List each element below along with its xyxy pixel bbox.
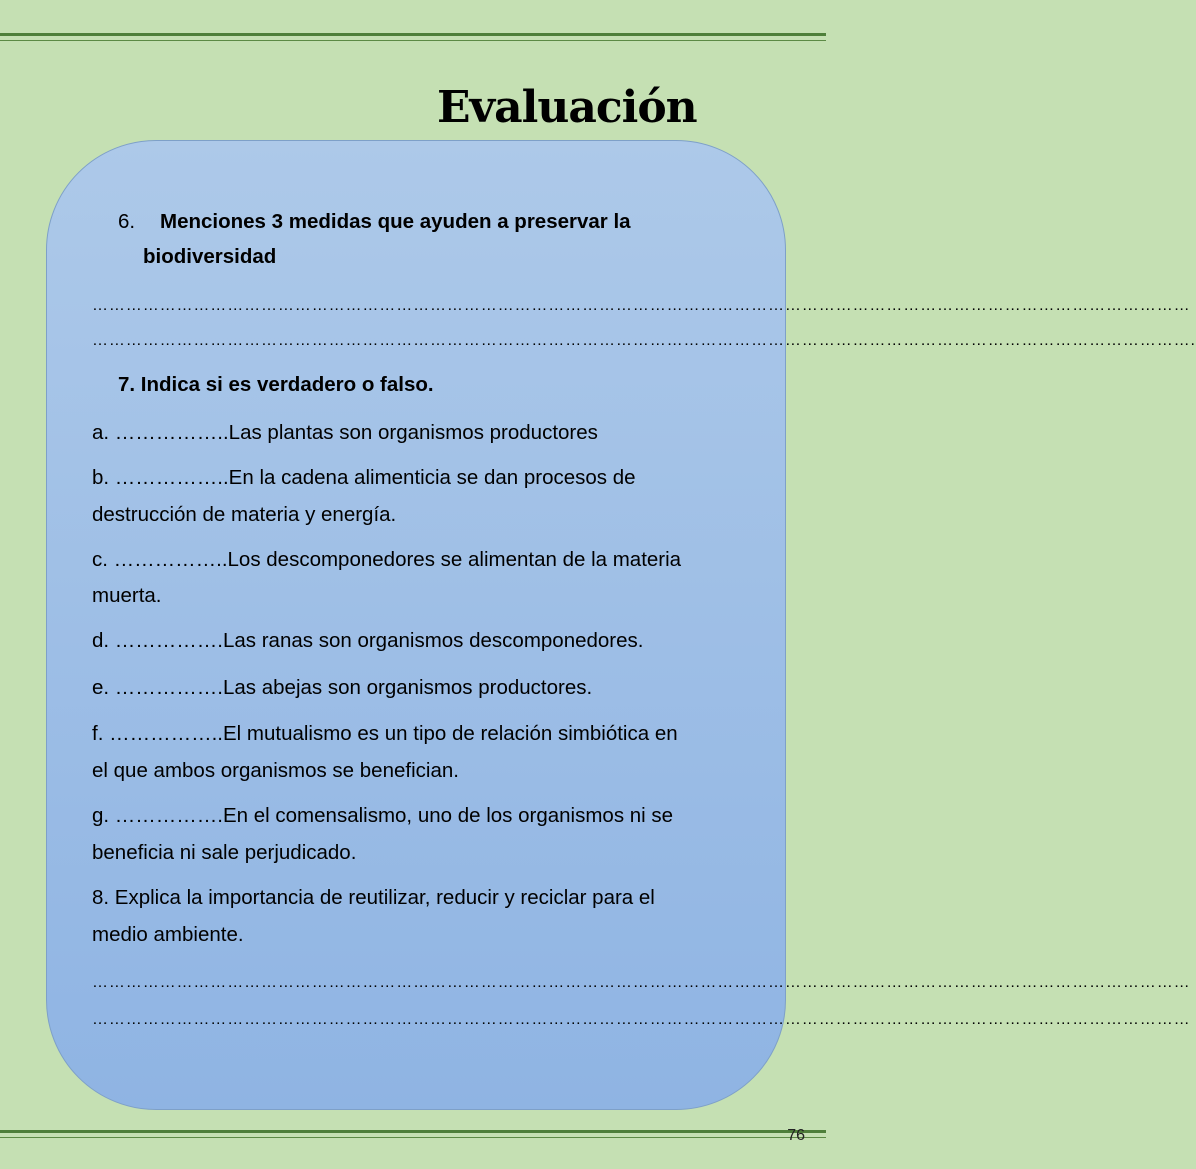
statement-f-line-2: el que ambos organismos se benefician. [92,759,459,782]
statement-g-line-1: g. …………….En el comensalismo, uno de los organismos ni se [92,804,674,827]
question-8-line-2: medio ambiente. [92,923,244,946]
statement-b-line-1: b. ……………..En la cadena alimenticia se dan procesos de [92,466,636,489]
statement-c-line-2: muerta. [92,584,162,607]
statement-c-line-1: c. ……………..Los descomponedores se alimentan de la materia [92,548,682,571]
statement-g-line-2: beneficia ni sale perjudicado. [92,841,357,864]
bottom-rule-thin [0,1137,826,1138]
page-number: 76 [787,1127,805,1144]
statement-f-line-1: f. ……………..El mutualismo es un tipo de relación simbiótica en [92,722,678,745]
question-8-line-1: 8. Explica la importancia de reutilizar, reducir y reciclar para el [92,886,655,909]
statement-e: e. …………….Las abejas son organismos productores. [92,676,593,699]
statement-a: a. ……………..Las plantas son organismos productores [92,421,598,444]
top-rule [0,33,826,36]
top-rule-thin [0,40,826,41]
page-title: Evaluación [437,82,697,133]
question-7-heading: 7. Indica si es verdadero o falso. [118,373,434,396]
answer-line-q6-1[interactable]: …………………………………………………………………………………………………………………………………………………………………………… [92,297,1191,314]
evaluation-card [46,140,1196,1110]
question-6-line-2: biodiversidad [143,245,277,268]
question-6-number: 6. [118,210,136,233]
statement-b-line-2: destrucción de materia y energía. [92,503,397,526]
answer-line-q8-1[interactable]: …………………………………………………………………………………………………………………………………………………………………………… [92,974,1191,991]
statement-d: d. …………….Las ranas son organismos descomponedores. [92,629,644,652]
answer-line-q6-2[interactable]: ……………………………………………………………………………………………………………………………………………………………………………. [92,332,1196,349]
bottom-rule [0,1130,826,1133]
answer-line-q8-2[interactable]: …………………………………………………………………………………………………………………………………………………………………………… [92,1011,1191,1028]
question-6-line-1: Menciones 3 medidas que ayuden a preservar la [160,210,631,233]
